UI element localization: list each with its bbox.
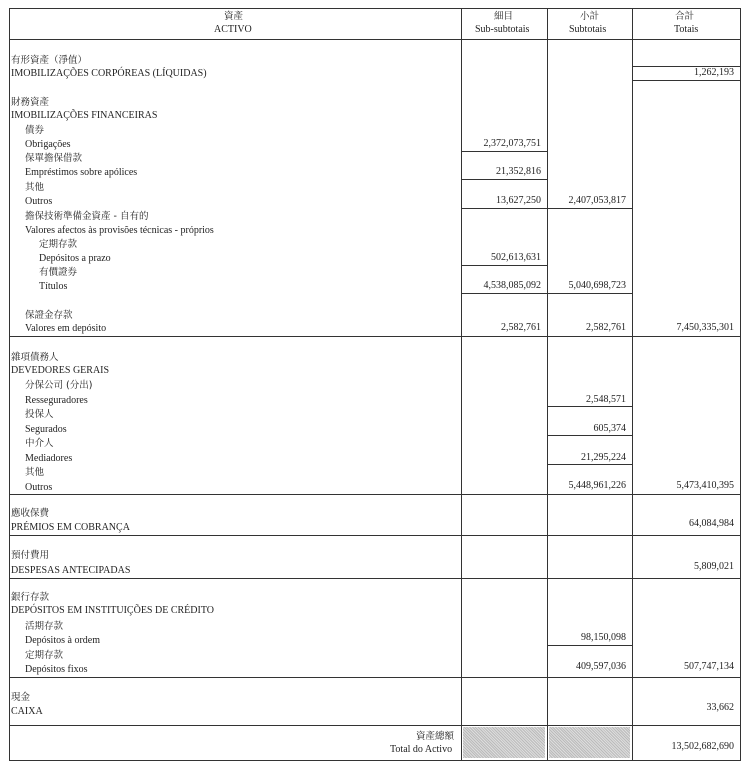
guarantee-subtotal: 2,582,761 xyxy=(586,322,626,333)
header-sub-pt: Sub-subtotais xyxy=(475,24,530,35)
section-divider xyxy=(9,725,741,726)
underline xyxy=(461,265,547,266)
section-divider xyxy=(9,494,741,495)
other-pt: Outros xyxy=(25,196,53,207)
insured-value: 605,374 xyxy=(593,423,626,434)
premiums-zh: 應收保費 xyxy=(11,508,50,519)
reins-pt: Resseguradores xyxy=(25,395,88,406)
underline xyxy=(461,151,547,152)
affected-zh: 擔保技術準備金資產 - 自有的 xyxy=(25,211,149,222)
table-border-left xyxy=(9,8,10,760)
column-divider xyxy=(461,8,462,760)
cash-pt: CAIXA xyxy=(11,706,43,717)
prepaid-zh: 預付費用 xyxy=(11,550,50,561)
tangible-zh: 有形資產（淨值） xyxy=(11,55,88,66)
grand-total-zh: 資產總額 xyxy=(416,731,455,742)
demand-pt: Depósitos à ordem xyxy=(25,635,100,646)
tangible-total: 1,262,193 xyxy=(694,67,734,78)
reins-zh: 分保公司 (分出) xyxy=(25,380,93,391)
cash-total: 33,662 xyxy=(706,702,734,713)
titles-subtotal: 5,040,698,723 xyxy=(568,280,626,291)
loans-pt: Empréstimos sobre apólices xyxy=(25,167,138,178)
fixed-zh: 定期存款 xyxy=(25,650,64,661)
shaded-cell xyxy=(463,727,545,758)
loans-zh: 保單擔保借款 xyxy=(25,153,83,164)
header-tot-pt: Totais xyxy=(674,24,699,35)
fixed-pt: Depósitos fixos xyxy=(25,664,88,675)
bonds-value: 2,372,073,751 xyxy=(483,138,541,149)
deposits-zh: 定期存款 xyxy=(39,239,78,250)
guarantee-zh: 保證金存款 xyxy=(25,310,73,321)
bank-total: 507,747,134 xyxy=(684,661,734,672)
table-border-right xyxy=(740,8,741,760)
cash-zh: 現金 xyxy=(11,692,31,703)
prepaid-total: 5,809,021 xyxy=(694,561,734,572)
column-divider xyxy=(632,8,633,760)
section-divider xyxy=(9,578,741,579)
mediators-value: 21,295,224 xyxy=(581,452,626,463)
bonds-zh: 債券 xyxy=(25,125,45,136)
insured-pt: Segurados xyxy=(25,424,67,435)
premiums-pt: PRÉMIOS EM COBRANÇA xyxy=(11,522,130,533)
header-divider xyxy=(9,39,741,40)
mediators-zh: 中介人 xyxy=(25,438,54,449)
prepaid-pt: DESPESAS ANTECIPADAS xyxy=(11,565,131,576)
financial-zh: 財務資產 xyxy=(11,97,50,108)
guarantee-value: 2,582,761 xyxy=(501,322,541,333)
premiums-total: 64,084,984 xyxy=(689,518,734,529)
other-value: 13,627,250 xyxy=(496,195,541,206)
underline xyxy=(547,435,632,436)
others-value: 5,448,961,226 xyxy=(568,480,626,491)
other-subtotal: 2,407,053,817 xyxy=(568,195,626,206)
insured-zh: 投保人 xyxy=(25,409,54,420)
mediators-pt: Mediadores xyxy=(25,453,73,464)
underline xyxy=(461,179,547,180)
affected-pt: Valores afectos às provisões técnicas - próprios xyxy=(25,225,214,236)
debtors-total: 5,473,410,395 xyxy=(676,480,734,491)
header-subt-pt: Subtotais xyxy=(569,24,607,35)
demand-value: 98,150,098 xyxy=(581,632,626,643)
debtors-zh: 雜項債務人 xyxy=(11,352,59,363)
tangible-pt: IMOBILIZAÇÕES CORPÓREAS (LÍQUIDAS) xyxy=(11,68,207,79)
section-divider xyxy=(9,677,741,678)
fixed-value: 409,597,036 xyxy=(576,661,626,672)
underline xyxy=(632,80,740,81)
titles-zh: 有價證券 xyxy=(39,267,78,278)
financial-total: 7,450,335,301 xyxy=(676,322,734,333)
others-zh: 其他 xyxy=(25,467,45,478)
bank-pt: DEPÓSITOS EM INSTITUIÇÕES DE CRÉDITO xyxy=(11,605,214,616)
titles-value: 4,538,085,092 xyxy=(483,280,541,291)
shaded-cell xyxy=(549,727,630,758)
reins-value: 2,548,571 xyxy=(586,394,626,405)
table-border-bottom xyxy=(9,760,741,761)
header-tot-zh: 合計 xyxy=(675,11,695,22)
underline xyxy=(461,293,632,294)
others-pt: Outros xyxy=(25,482,53,493)
deposits-pt: Depósitos a prazo xyxy=(39,253,111,264)
demand-zh: 活期存款 xyxy=(25,621,64,632)
underline xyxy=(461,208,632,209)
underline xyxy=(547,406,632,407)
section-divider xyxy=(9,336,741,337)
guarantee-pt: Valores em depósito xyxy=(25,323,107,334)
table-border-top xyxy=(9,8,741,9)
bonds-pt: Obrigações xyxy=(25,139,71,150)
bank-zh: 銀行存款 xyxy=(11,592,50,603)
debtors-pt: DEVEDORES GERAIS xyxy=(11,365,110,376)
column-divider xyxy=(547,8,548,760)
other-zh: 其他 xyxy=(25,182,45,193)
titles-pt: Títulos xyxy=(39,281,68,292)
grand-total-value: 13,502,682,690 xyxy=(671,741,734,752)
section-divider xyxy=(9,535,741,536)
loans-value: 21,352,816 xyxy=(496,166,541,177)
underline xyxy=(547,645,632,646)
header-sub-zh: 細目 xyxy=(494,11,514,22)
header-activo-pt: ACTIVO xyxy=(214,24,252,35)
deposits-value: 502,613,631 xyxy=(491,252,541,263)
underline xyxy=(547,464,632,465)
header-subt-zh: 小計 xyxy=(580,11,600,22)
financial-pt: IMOBILIZAÇÕES FINANCEIRAS xyxy=(11,110,158,121)
grand-total-pt: Total do Activo xyxy=(390,744,453,755)
header-activo-zh: 資產 xyxy=(224,11,244,22)
